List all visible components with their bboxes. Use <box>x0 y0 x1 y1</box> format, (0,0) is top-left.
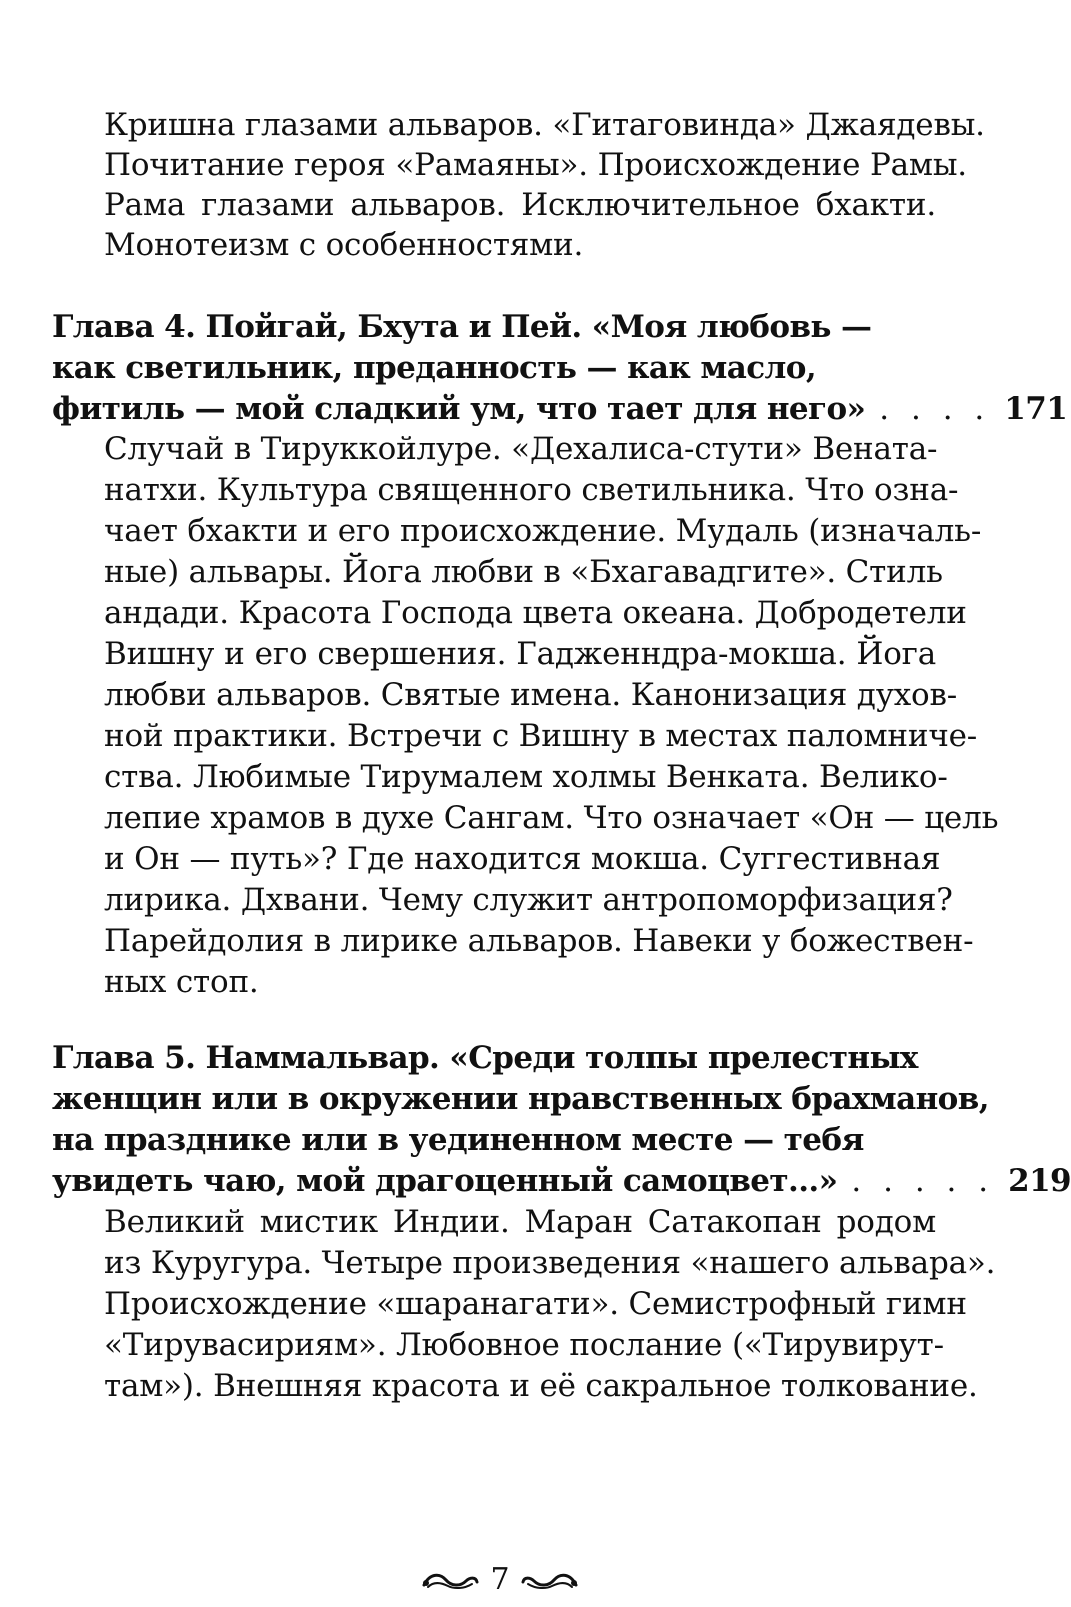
chapter5-toc-entry[interactable] <box>52 1160 1071 1202</box>
chapter5-page-number: 219 <box>1008 1163 1071 1199</box>
chapter4-body-line: Парейдолия в лирике альваров. Навеки у божествен- <box>104 923 974 959</box>
chapter4-body-line: чает бхакти и его происхождение. Мудаль (изначаль- <box>104 513 982 549</box>
intro-line: Монотеизм с особенностями. <box>104 227 584 263</box>
swash-ornament-right-icon <box>520 1567 580 1593</box>
chapter4-body-line: Вишну и его свершения. Гадженндра-мокша. Йога <box>104 636 936 672</box>
intro-line: Кришна глазами альваров. «Гитаговинда» Джаядевы. <box>104 107 985 143</box>
chapter4-toc-entry[interactable] <box>52 388 1068 430</box>
chapter4-body-line: андади. Красота Господа цвета океана. Добродетели <box>104 595 967 631</box>
intro-line: Почитание героя «Рамаяны». Происхождение Рамы. <box>104 147 967 183</box>
chapter4-body-line: лепие храмов в духе Сангам. Что означает «Он — цель <box>104 800 999 836</box>
chapter4-body-line: ных стоп. <box>104 964 259 1000</box>
swash-ornament-left-icon <box>420 1567 480 1593</box>
chapter4-body-line: любви альваров. Святые имена. Канонизация духов- <box>104 677 958 713</box>
chapter4-body-line: натхи. Культура священного светильника. Что озна- <box>104 472 959 508</box>
chapter4-heading-last-line: фитиль — мой сладкий ум, что тает для него» <box>52 391 866 427</box>
chapter5-body-line: Происхождение «шаранагати». Семистрофный гимн <box>104 1286 967 1322</box>
intro-line: Рама глазами альваров. Исключительное бхакти. <box>104 187 936 223</box>
chapter4-heading-line: Глава 4. Пойгай, Бхута и Пей. «Моя любовь — <box>52 309 872 345</box>
chapter4-body-line: ной практики. Встречи с Вишну в местах паломниче- <box>104 718 978 754</box>
chapter4-leader-dots: . . . . <box>879 391 991 427</box>
page-number: 7 <box>490 1562 510 1597</box>
chapter4-heading-line: как светильник, преданность — как масло, <box>52 350 817 386</box>
chapter5-heading-line: на празднике или в уединенном месте — тебя <box>52 1122 864 1158</box>
page-footer <box>0 1560 1000 1600</box>
chapter5-body-line: там»). Внешняя красота и её сакральное толкование. <box>104 1368 978 1404</box>
chapter5-leader-dots: . . . . . <box>851 1163 995 1199</box>
chapter4-body-line: лирика. Дхвани. Чему служит антропоморфизация? <box>104 882 953 918</box>
chapter5-heading-line: Глава 5. Наммальвар. «Среди толпы прелестных <box>52 1040 918 1076</box>
chapter5-body-line: «Тирувасириям». Любовное послание («Тирувирут- <box>104 1327 944 1363</box>
chapter5-body-line: из Куругура. Четыре произведения «нашего альвара». <box>104 1245 996 1281</box>
chapter4-body-line: и Он — путь»? Где находится мокша. Суггестивная <box>104 841 941 877</box>
chapter4-body-line: Случай в Тируккойлуре. «Дехалиса-стути» Вената- <box>104 431 938 467</box>
chapter5-heading-line: женщин или в окружении нравственных брахманов, <box>52 1081 989 1117</box>
chapter4-body-line: ные) альвары. Йога любви в «Бхагавадгите». Стиль <box>104 554 943 590</box>
chapter4-body-line: ства. Любимые Тирумалем холмы Венката. Велико- <box>104 759 948 795</box>
chapter4-page-number: 171 <box>1004 391 1068 427</box>
chapter5-body-line: Великий мистик Индии. Маран Сатакопан родом <box>104 1204 936 1240</box>
chapter5-heading-last-line: увидеть чаю, мой драгоценный самоцвет...» <box>52 1163 838 1199</box>
